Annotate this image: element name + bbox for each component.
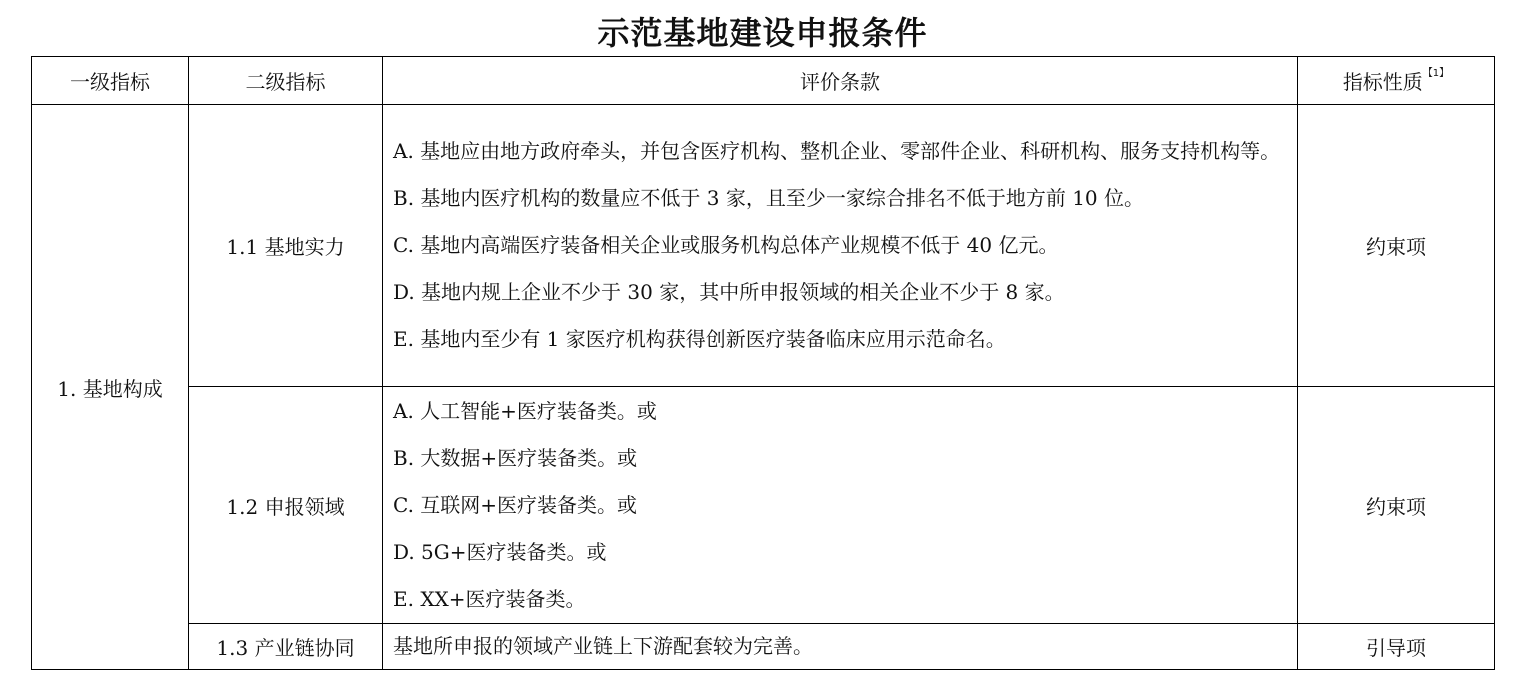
level2-cell: 1.3 产业链协同	[189, 624, 383, 670]
clause-item: A. 人工智能+医疗装备类。或	[393, 398, 657, 423]
nature-cell: 引导项	[1298, 624, 1495, 670]
clause-item: C. 基地内高端医疗装备相关企业或服务机构总体产业规模不低于 40 亿元。	[393, 233, 1059, 257]
clause-item: D. 5G+医疗装备类。或	[393, 539, 607, 564]
clause-item: A. 基地应由地方政府牵头，并包含医疗机构、整机企业、零部件企业、科研机构、服务支持机构等。	[393, 139, 1281, 163]
header-criteria: 评价条款	[383, 57, 1298, 105]
clause-item: 基地所申报的领域产业链上下游配套较为完善。	[393, 634, 813, 658]
level2-cell: 1.2 申报领域	[189, 387, 383, 624]
header-nature-label: 指标性质	[1342, 70, 1423, 94]
table-row	[32, 624, 1495, 670]
level1-cell: 1. 基地构成	[32, 105, 189, 670]
header-level2: 二级指标	[189, 57, 383, 105]
clause-item: E. XX+医疗装备类。	[393, 586, 586, 611]
table-row	[32, 387, 1495, 624]
header-nature	[1298, 57, 1495, 105]
clause-item: B. 基地内医疗机构的数量应不低于 3 家，且至少一家综合排名不低于地方前 10 位。	[393, 186, 1145, 210]
nature-cell: 约束项	[1298, 387, 1495, 624]
clause-item: B. 大数据+医疗装备类。或	[393, 445, 638, 470]
clause-item: C. 互联网+医疗装备类。或	[393, 492, 638, 517]
level2-cell: 1.1 基地实力	[189, 105, 383, 387]
clause-item: D. 基地内规上企业不少于 30 家，其中所申报领域的相关企业不少于 8 家。	[393, 280, 1065, 304]
criteria-cell	[383, 105, 1298, 387]
document-title: 示范基地建设申报条件	[597, 14, 928, 52]
table-row	[32, 105, 1495, 387]
table-header-row	[32, 57, 1495, 105]
criteria-cell	[383, 624, 1298, 670]
footnote-mark: 【1】	[1422, 68, 1450, 79]
clause-item: E. 基地内至少有 1 家医疗机构获得创新医疗装备临床应用示范命名。	[393, 327, 1006, 351]
nature-cell: 约束项	[1298, 105, 1495, 387]
header-level1: 一级指标	[32, 57, 189, 105]
criteria-table	[31, 56, 1495, 670]
criteria-cell	[383, 387, 1298, 624]
